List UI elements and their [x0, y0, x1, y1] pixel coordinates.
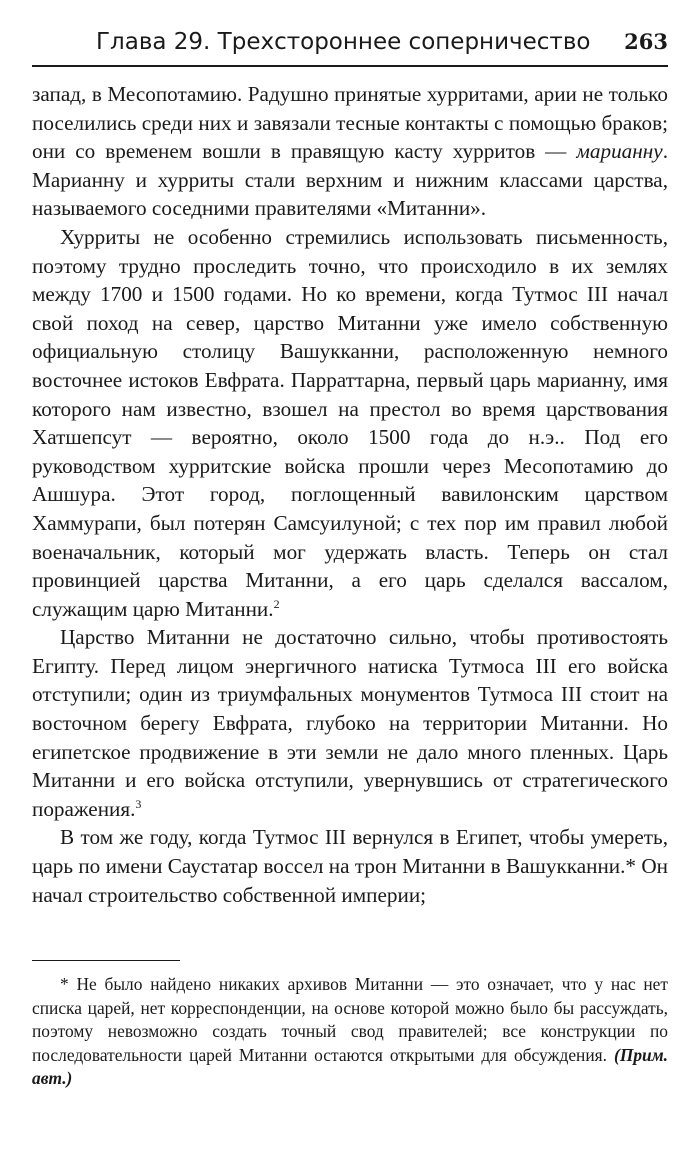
paragraph-2: [32, 223, 668, 623]
header-rule: [32, 65, 668, 67]
paragraph-4-text: В том же году, когда Тутмос III вернулся в Египет, чтобы умереть, царь по имени Саустатар воссел на трон Митанни в Вашукканни.* Он начал строительство собственной империи;: [32, 825, 668, 907]
paragraph-1-end: . Марианну и хурриты стали верхним и нижним классами царства, называемого соседними правителями «Митанни».: [32, 139, 668, 221]
footnote: [32, 973, 668, 1091]
chapter-title: Глава 29. Трехстороннее соперничество: [96, 29, 591, 55]
footnote-tag: (Прим. авт.): [32, 1044, 668, 1089]
page-number: 263: [624, 29, 668, 54]
paragraph-1-text: запад, в Месопотамию. Радушно принятые хурритами, арии не только поселились среди них и завязали тесные контакты с помощью браков; они со временем вошли в правящую касту хурритов —: [32, 82, 668, 164]
paragraph-4: [32, 823, 668, 909]
paragraph-2-text: Хурриты не особенно стремились использовать письменность, поэтому трудно проследить точно, что происходило в их землях между 1700 и 1500 годами. Но ко времени, когда Тутмос III начал свой поход на север, царство Митанни уже имело собственную официальную столицу Вашукканни, расположенную немного восточнее истоков Евфрата. Парраттарна, первый царь марианну, имя которого нам известно, взошел на престол во время царствования Хатшепсут — вероятно, около 1500 года до н.э.. Под его руководством хурритские войска прошли через Месопотамию до Ашшура. Этот город, поглощенный вавилонским царством Хаммурапи, был потерян Самсуилуной; с тех пор им правил любой военачальник, который мог удержать власть. Теперь он стал провинцией царства Митанни, а его царь сделался вассалом, служащим царю Митанни.: [32, 224, 668, 621]
note-ref-2: 2: [273, 596, 280, 611]
paragraph-3-text: Царство Митанни не достаточно сильно, чтобы противостоять Египту. Перед лицом энергичного натиска Тутмоса III его войска отступили; один из триумфальных монументов Тутмоса III стоит на восточном берегу Евфрата, глубоко на территории Митанни. Но египетское продвижение в эти земли не дало много пленных. Царь Митанни и его войска отступили, увернувшись от стратегического поражения.: [32, 625, 668, 821]
paragraph-3: [32, 623, 668, 823]
note-ref-3: 3: [135, 796, 142, 811]
paragraph-1: [32, 80, 668, 223]
footnote-text: * Не было найдено никаких архивов Митанни — это означает, что у нас нет списка царей, нет корреспонденции, на основе которой можно было бы рассуждать, поэтому невозможно создать точный свод правителей; все конструкции по последовательности царей Митанни остаются открытыми для обсуждения.: [32, 974, 668, 1065]
main-text: [32, 80, 668, 909]
running-head: [32, 22, 668, 62]
emphasis-term: марианну: [576, 139, 663, 164]
footnote-rule: [32, 960, 180, 961]
